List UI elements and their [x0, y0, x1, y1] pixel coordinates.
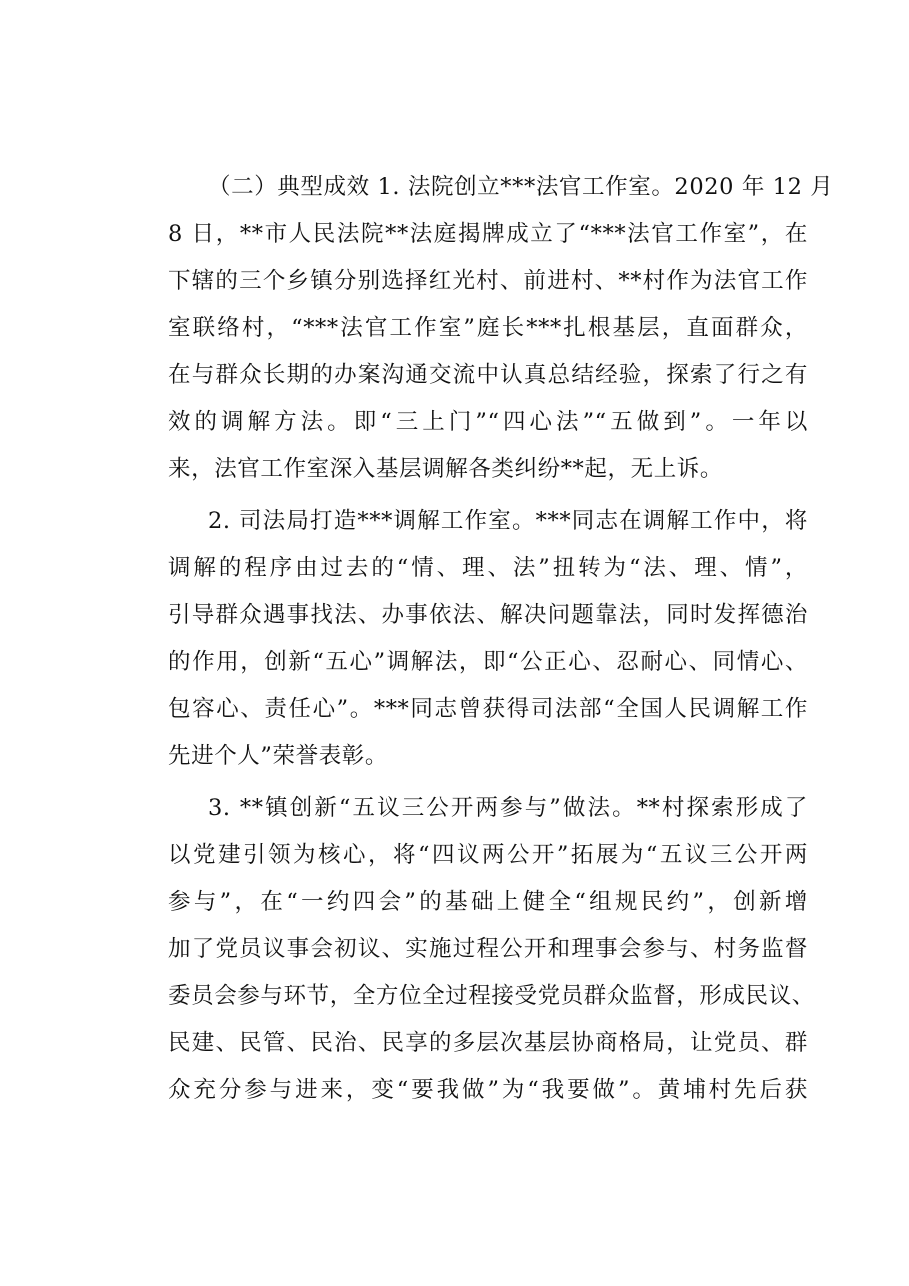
paragraph-2-line-5: 包容心、责任心”。***同志曾获得司法部“全国人民调解工作 — [168, 696, 808, 722]
paragraph-2-line-3: 引导群众遇事找法、办事依法、解决问题靠法，同时发挥德治 — [168, 602, 808, 628]
paragraph-2-line-4: 的作用，创新“五心”调解法，即“公正心、忍耐心、同情心、 — [168, 649, 808, 675]
paragraph-1-line-1: （二）典型成效 1. 法院创立***法官工作室。2020 年 12 月 — [208, 174, 834, 200]
paragraph-1-line-2: 8 日，**市人民法院**法庭揭牌成立了“***法官工作室”，在 — [168, 221, 808, 247]
paragraph-1-line-7: 来，法官工作室深入基层调解各类纠纷**起，无上诉。 — [168, 456, 724, 482]
paragraph-2-line-6: 先进个人”荣誉表彰。 — [168, 743, 389, 769]
paragraph-3-line-4: 加了党员议事会初议、实施过程公开和理事会参与、村务监督 — [168, 936, 808, 962]
paragraph-1-line-4: 室联络村，“***法官工作室”庭长***扎根基层，直面群众， — [168, 315, 808, 341]
paragraph-2-line-1: 2. 司法局打造***调解工作室。***同志在调解工作中，将 — [208, 508, 808, 534]
paragraph-1-line-3: 下辖的三个乡镇分别选择红光村、前进村、**村作为法官工作 — [168, 268, 808, 294]
paragraph-3-line-1: 3. **镇创新“五议三公开两参与”做法。**村探索形成了 — [208, 795, 808, 821]
paragraph-1-line-6: 效的调解方法。即“三上门”“四心法”“五做到”。一年以 — [168, 409, 808, 435]
paragraph-3-line-6: 民建、民管、民治、民享的多层次基层协商格局，让党员、群 — [168, 1030, 808, 1056]
paragraph-1-line-5: 在与群众长期的办案沟通交流中认真总结经验，探索了行之有 — [168, 362, 808, 388]
paragraph-3-line-3: 参与”，在“一约四会”的基础上健全“组规民约”，创新增 — [168, 889, 808, 915]
paragraph-3-line-2: 以党建引领为核心，将“四议两公开”拓展为“五议三公开两 — [168, 842, 808, 868]
paragraph-3-line-5: 委员会参与环节，全方位全过程接受党员群众监督，形成民议、 — [168, 983, 815, 1009]
paragraph-3-line-7: 众充分参与进来，变“要我做”为“我要做”。黄埔村先后获 — [168, 1077, 808, 1103]
paragraph-2-line-2: 调解的程序由过去的“情、理、法”扭转为“法、理、情”， — [168, 555, 808, 581]
